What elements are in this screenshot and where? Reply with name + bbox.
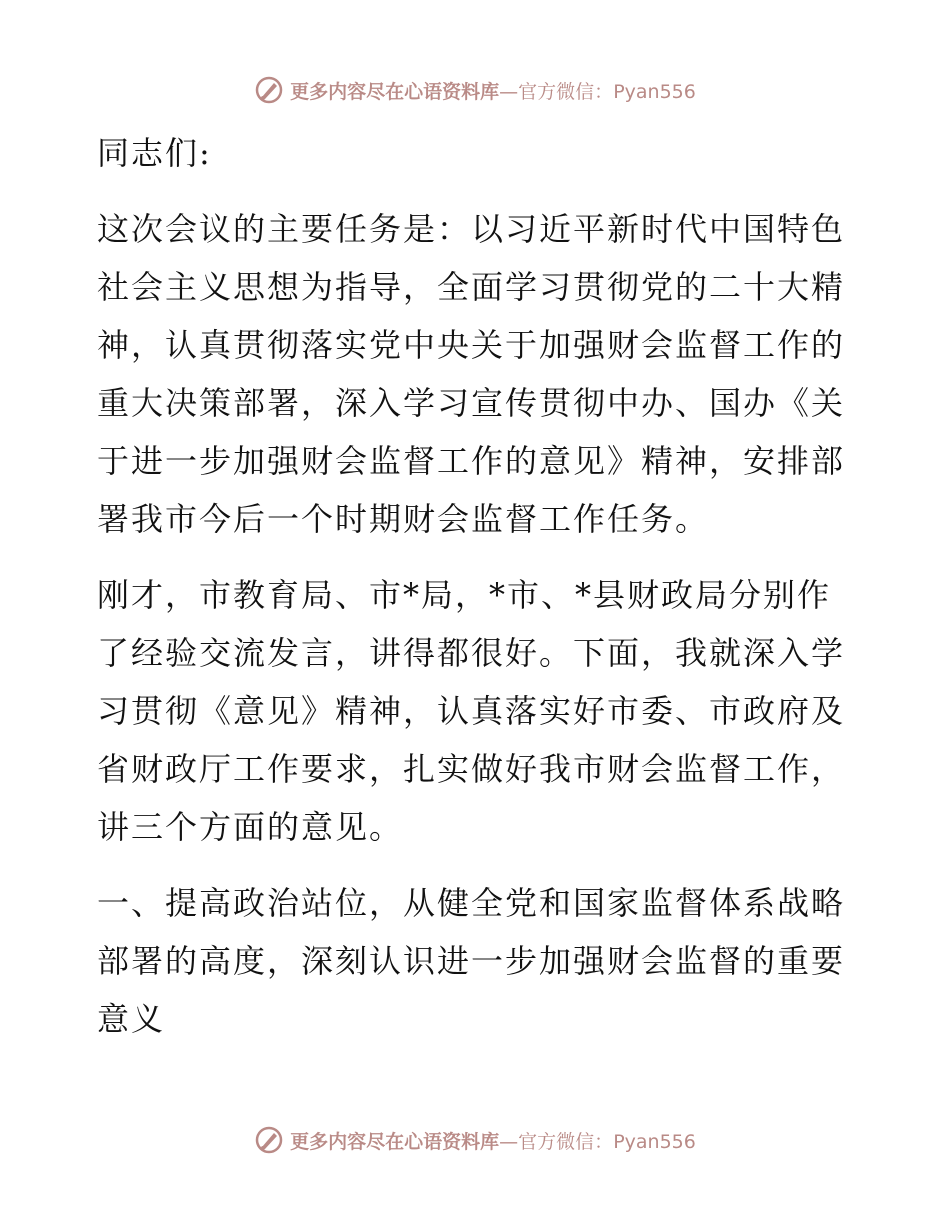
watermark-main: 更多内容尽在心语资料库 [290, 1130, 500, 1153]
document-body [97, 124, 857, 1048]
quill-pen-logo-icon [254, 75, 284, 105]
watermark-text [290, 1127, 696, 1154]
quill-pen-logo-icon [254, 1125, 284, 1155]
watermark-label: 官方微信： [518, 1130, 614, 1153]
watermark-dash: — [499, 80, 519, 103]
watermark-dash: — [499, 1130, 519, 1153]
watermark-main: 更多内容尽在心语资料库 [290, 80, 500, 103]
watermark-text [290, 77, 696, 104]
section-heading-1: 一、提高政治站位，从健全党和国家监督体系战略部署的高度，深刻认识进一步加强财会监督的重要意义 [97, 884, 846, 1038]
paragraph-intro: 这次会议的主要任务是：以习近平新时代中国特色社会主义思想为指导，全面学习贯彻党的二十大精神，认真贯彻落实党中央关于加强财会监督工作的重大决策部署，深入学习宣传贯彻中办、国办《关于进一步加强财会监督工作的意见》精神，安排部署我市今后一个时期财会监督工作任务。 [97, 210, 846, 538]
watermark-contact: Pyan556 [613, 80, 696, 103]
paragraph-remarks: 刚才，市教育局、市*局，*市、*县财政局分别作了经验交流发言，讲得都很好。下面，我就深入学习贯彻《意见》精神，认真落实好市委、市政府及省财政厅工作要求，扎实做好我市财会监督工作，讲三个方面的意见。 [97, 576, 846, 846]
footer-watermark [0, 1120, 950, 1160]
salutation: 同志们: [97, 134, 212, 172]
watermark-contact: Pyan556 [613, 1130, 696, 1153]
header-watermark [0, 70, 950, 110]
watermark-label: 官方微信： [518, 80, 614, 103]
